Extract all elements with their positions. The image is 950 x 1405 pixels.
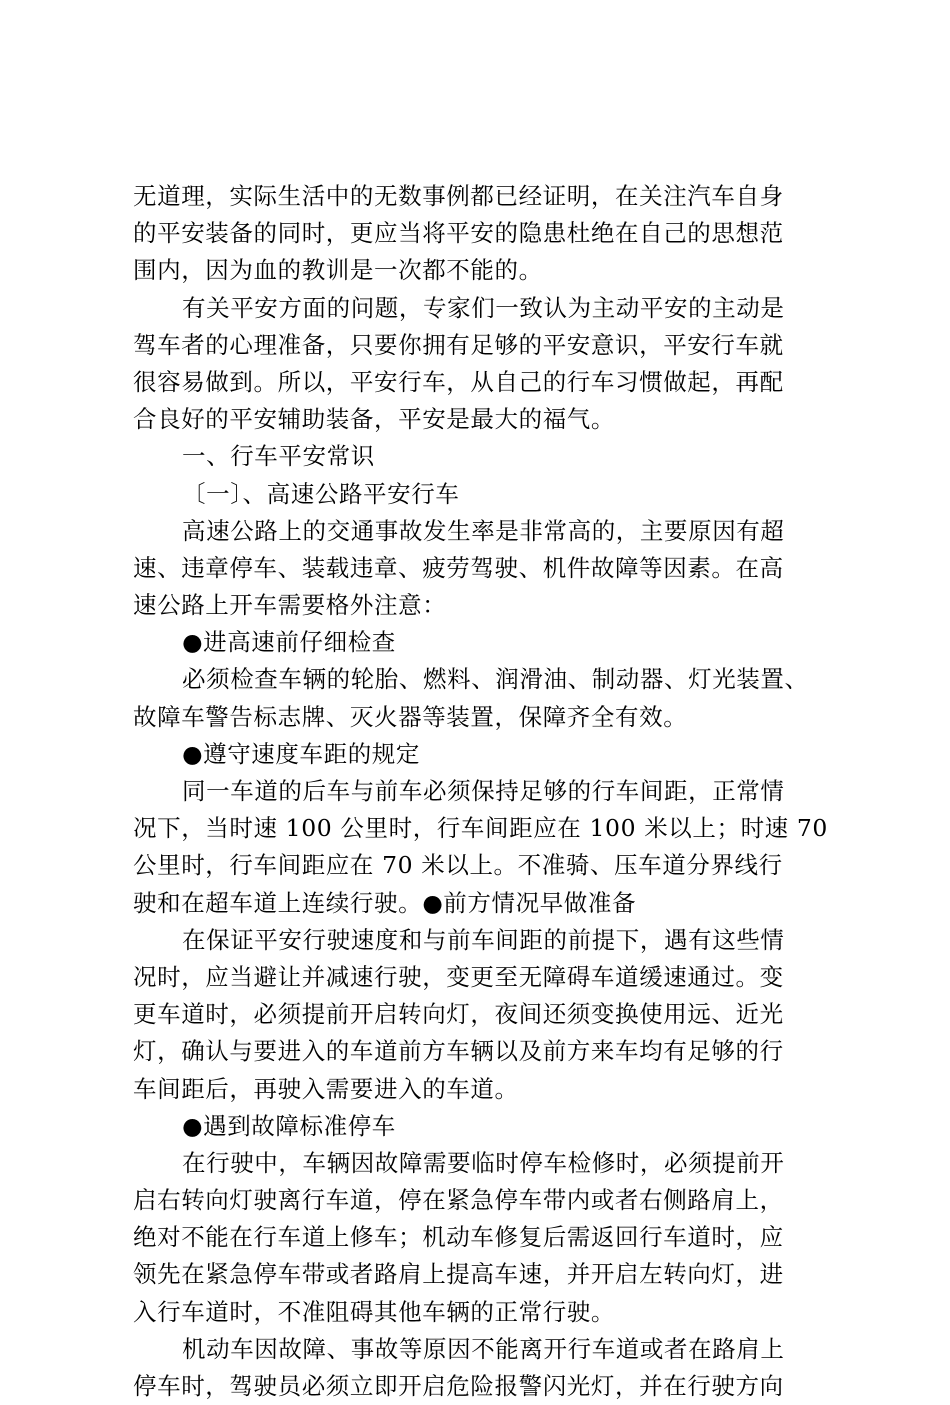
text-line: 停车时，驾驶员必须立即开启危险报警闪光灯，并在行驶方向 <box>133 1372 784 1400</box>
text-line: 必须检查车辆的轮胎、燃料、润滑油、制动器、灯光装置、 <box>182 665 809 694</box>
text-line: 灯，确认与要进入的车道前方车辆以及前方来车均有足够的行 <box>133 1037 784 1066</box>
text-line: 故障车警告标志牌、灭火器等装置，保障齐全有效。 <box>133 702 688 731</box>
text-line: 高速公路上的交通事故发生率是非常高的，主要原因有超 <box>182 516 785 545</box>
text-line: 有关平安方面的问题，专家们一致认为主动平安的主动是 <box>182 293 785 322</box>
text-line: 很容易做到。所以，平安行车，从自己的行车习惯做起，再配 <box>133 367 784 396</box>
body-text <box>133 178 833 1405</box>
text-line: 在保证平安行驶速度和与前车间距的前提下，遇有这些情 <box>182 925 785 954</box>
text-line: 公里时，行车间距应在 70 米以上。不准骑、压车道分界线行 <box>133 851 783 880</box>
text-line: 车间距后，再驶入需要进入的车道。 <box>133 1074 519 1103</box>
section-heading: 一、行车平安常识 <box>182 442 375 471</box>
text-line: 启右转向灯驶离行车道，停在紧急停车带内或者右侧路肩上， <box>133 1186 784 1215</box>
text-line: 入行车道时，不准阻碍其他车辆的正常行驶。 <box>133 1297 615 1326</box>
bullet-heading: ●遵守速度车距的规定 <box>182 739 421 768</box>
subsection-heading: 〔一〕、高速公路平安行车 <box>182 479 460 508</box>
text-line: 更车道时，必须提前开启转向灯，夜间还须变换使用远、近光 <box>133 1000 784 1029</box>
text-line: 驶和在超车道上连续行驶。●前方情况早做准备 <box>133 888 637 917</box>
text-line: 况时，应当避让并减速行驶，变更至无障碍车道缓速通过。变 <box>133 962 784 991</box>
text-line: 同一车道的后车与前车必须保持足够的行车间距，正常情 <box>182 777 785 805</box>
text-line: 机动车因故障、事故等原因不能离开行车道或者在路肩上 <box>182 1334 785 1363</box>
text-line: 围内，因为血的教训是一次都不能的。 <box>133 256 543 285</box>
bullet-heading: ●遇到故障标准停车 <box>182 1111 396 1140</box>
text-line: 速公路上开车需要格外注意： <box>133 591 447 620</box>
bullet-heading: ●进高速前仔细检查 <box>182 628 396 657</box>
text-line: 合良好的平安辅助装备，平安是最大的福气。 <box>133 405 615 434</box>
text-line: 领先在紧急停车带或者路肩上提高车速，并开启左转向灯，进 <box>133 1260 784 1289</box>
text-line: 驾车者的心理准备，只要你拥有足够的平安意识，平安行车就 <box>133 330 784 359</box>
text-line: 速、违章停车、装载违章、疲劳驾驶、机件故障等因素。在高 <box>133 553 784 582</box>
text-line: 无道理，实际生活中的无数事例都已经证明，在关注汽车自身 <box>133 182 784 210</box>
text-line: 在行驶中，车辆因故障需要临时停车检修时，必须提前开 <box>182 1148 785 1177</box>
text-line: 况下，当时速 100 公里时，行车间距应在 100 米以上；时速 70 <box>133 814 828 843</box>
text-line: 绝对不能在行车道上修车；机动车修复后需返回行车道时，应 <box>133 1223 784 1252</box>
text-line: 的平安装备的同时，更应当将平安的隐患杜绝在自己的思想范 <box>133 219 784 248</box>
